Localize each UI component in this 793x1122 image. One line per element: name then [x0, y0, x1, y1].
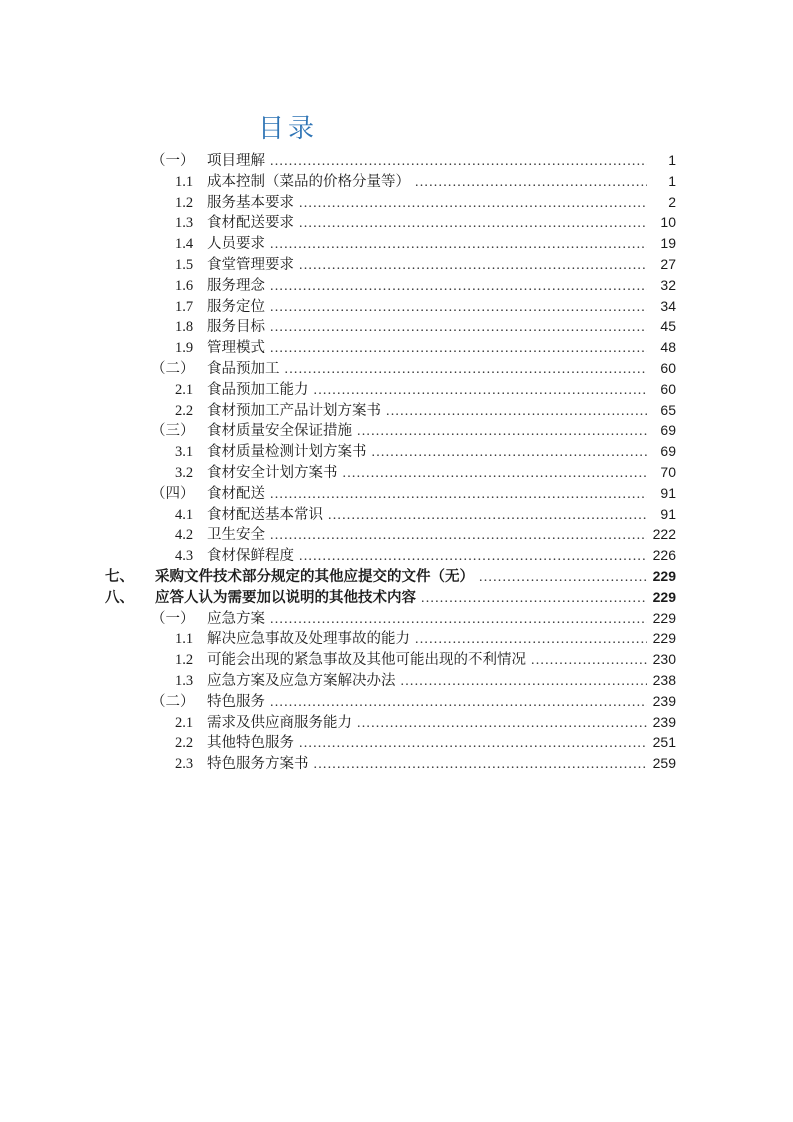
- toc-entry[interactable]: [105, 483, 676, 504]
- toc-entry-page: 2: [668, 193, 676, 210]
- toc-entry-page: 34: [660, 297, 676, 314]
- toc-entry-title: 可能会出现的紧急事故及其他可能出现的不利情况: [207, 652, 526, 669]
- toc-leader-dots: [343, 464, 648, 485]
- toc-entry[interactable]: [105, 316, 676, 337]
- toc-entry[interactable]: [105, 649, 676, 670]
- toc-entry-title: 食品预加工: [207, 360, 280, 377]
- toc-entry[interactable]: [105, 192, 676, 213]
- toc-leader-dots: [270, 277, 647, 298]
- toc-entry-number: 3.1: [175, 444, 194, 461]
- toc-entry-title: 管理模式: [207, 340, 265, 357]
- toc-leader-dots: [299, 256, 647, 277]
- toc-entry[interactable]: [105, 150, 676, 171]
- toc-entry-number: （三）: [151, 423, 195, 440]
- toc-entry-number: 1.3: [175, 215, 194, 232]
- toc-entry-number: 2.2: [175, 735, 194, 752]
- toc-entry-title: 食堂管理要求: [207, 256, 294, 273]
- toc-entry-number: 4.1: [175, 506, 194, 523]
- toc-leader-dots: [357, 422, 647, 443]
- toc-entry-page: 229: [652, 630, 676, 647]
- toc-leader-dots: [421, 589, 647, 610]
- toc-leader-dots: [270, 693, 647, 714]
- toc-entry-title: 应急方案: [207, 610, 265, 627]
- toc-entry-title: 食材安全计划方案书: [207, 464, 338, 481]
- toc-entry-page: 70: [660, 463, 676, 480]
- toc-leader-dots: [270, 298, 647, 319]
- toc-entry-page: 91: [660, 505, 676, 522]
- toc-entry-page: 239: [652, 692, 676, 709]
- toc-entry[interactable]: [105, 545, 676, 566]
- toc-leader-dots: [314, 755, 648, 776]
- toc-leader-dots: [372, 443, 648, 464]
- toc-leader-dots: [270, 318, 647, 339]
- toc-entry-page: 229: [652, 567, 676, 584]
- toc-entry-page: 226: [652, 547, 676, 564]
- toc-entry-title: 成本控制（菜品的价格分量等）: [207, 173, 410, 190]
- toc-entry-title: 采购文件技术部分规定的其他应提交的文件（无）: [155, 568, 474, 585]
- toc-entry-page: 230: [652, 651, 676, 668]
- toc-entry[interactable]: [105, 379, 676, 400]
- toc-entry-page: 69: [660, 443, 676, 460]
- toc-leader-dots: [531, 651, 647, 672]
- toc-entry[interactable]: [105, 732, 676, 753]
- toc-entry-number: 1.6: [175, 277, 194, 294]
- toc-entry-number: 1.1: [175, 173, 194, 190]
- toc-entry-page: 27: [660, 255, 676, 272]
- toc-entry[interactable]: [105, 753, 676, 774]
- toc-entry[interactable]: [105, 566, 676, 587]
- toc-entry-title: 服务理念: [207, 277, 265, 294]
- toc-entry-title: 卫生安全: [207, 527, 265, 544]
- toc-entry[interactable]: [105, 275, 676, 296]
- toc-leader-dots: [299, 194, 647, 215]
- toc-entry-number: 1.7: [175, 298, 194, 315]
- toc-entry-title: 服务基本要求: [207, 194, 294, 211]
- toc-entry-number: 4.3: [175, 548, 194, 565]
- toc-entry-title: 应急方案及应急方案解决办法: [207, 672, 396, 689]
- toc-entry-page: 48: [660, 339, 676, 356]
- toc-entry-number: （二）: [151, 693, 195, 710]
- toc-leader-dots: [299, 734, 647, 755]
- toc-entry[interactable]: [105, 691, 676, 712]
- toc-entry[interactable]: [105, 608, 676, 629]
- toc-leader-dots: [270, 610, 647, 631]
- toc-entry-title: 食材配送: [207, 485, 265, 502]
- toc-entry[interactable]: [105, 670, 676, 691]
- toc-leader-dots: [299, 214, 647, 235]
- toc-entry[interactable]: [105, 337, 676, 358]
- toc-entry-number: 1.5: [175, 256, 194, 273]
- toc-entry-title: 项目理解: [207, 153, 265, 169]
- toc-entry-page: 60: [660, 359, 676, 376]
- toc-entry-page: 32: [660, 276, 676, 293]
- toc-entry-page: 65: [660, 401, 676, 418]
- toc-entry[interactable]: [105, 712, 676, 733]
- toc-entry-number: 1.8: [175, 319, 194, 336]
- toc-entry-page: 1: [668, 172, 676, 189]
- toc-leader-dots: [479, 568, 647, 589]
- toc-entry-title: 食材保鲜程度: [207, 548, 294, 565]
- toc-entry-title: 食材质量安全保证措施: [207, 423, 352, 440]
- toc-entry-page: 239: [652, 713, 676, 730]
- toc-entry[interactable]: [105, 212, 676, 233]
- toc-entry[interactable]: [105, 504, 676, 525]
- toc-leader-dots: [386, 402, 647, 423]
- toc-entry-title: 其他特色服务: [207, 735, 294, 752]
- toc-entry-number: 1.1: [175, 631, 194, 648]
- toc-entry-title: 特色服务方案书: [207, 756, 309, 773]
- toc-entry-title: 应答人认为需要加以说明的其他技术内容: [155, 589, 416, 606]
- toc-leader-dots: [415, 630, 647, 651]
- toc-leader-dots: [415, 173, 647, 194]
- toc-entry-title: 解决应急事故及处理事故的能力: [207, 631, 410, 648]
- toc-entry-page: 251: [652, 734, 676, 751]
- toc-leader-dots: [270, 526, 647, 547]
- toc-entry[interactable]: [105, 400, 676, 421]
- toc-entry-title: 需求及供应商服务能力: [207, 714, 352, 731]
- toc-entry-title: 食材预加工产品计划方案书: [207, 402, 381, 419]
- toc-entry[interactable]: [105, 628, 676, 649]
- toc-entry-page: 1: [668, 152, 676, 168]
- toc-entry-page: 229: [652, 609, 676, 626]
- toc-leader-dots: [270, 235, 647, 256]
- toc-entry-number: 2.1: [175, 381, 194, 398]
- toc-entry-number: （一）: [151, 153, 195, 169]
- toc-entry[interactable]: [105, 524, 676, 545]
- toc-leader-dots: [401, 672, 648, 693]
- toc-entry-page: 222: [652, 526, 676, 543]
- toc-entry-number: 2.3: [175, 756, 194, 773]
- toc-entry-title: 食材配送基本常识: [207, 506, 323, 523]
- toc-entry-number: 1.2: [175, 194, 194, 211]
- toc-entry-page: 45: [660, 318, 676, 335]
- toc-entry-title: 食品预加工能力: [207, 381, 309, 398]
- toc-entry-title: 服务目标: [207, 319, 265, 336]
- toc-entry-number: （四）: [151, 485, 195, 502]
- toc-entry-number: 1.9: [175, 340, 194, 357]
- toc-entry-number: 八、: [105, 589, 134, 606]
- toc-entry-page: 19: [660, 235, 676, 252]
- toc-entry-page: 10: [660, 214, 676, 231]
- toc-leader-dots: [299, 547, 647, 568]
- toc-entry[interactable]: [105, 587, 676, 608]
- toc-entry[interactable]: [105, 254, 676, 275]
- toc-leader-dots: [270, 339, 647, 360]
- toc-entry-title: 特色服务: [207, 693, 265, 710]
- toc-leader-dots: [270, 485, 647, 506]
- toc-entry-number: 七、: [105, 568, 134, 585]
- toc-entry[interactable]: [105, 358, 676, 379]
- toc-entry[interactable]: [105, 462, 676, 483]
- toc-entry[interactable]: [105, 233, 676, 254]
- toc-entry-number: 1.4: [175, 236, 194, 253]
- toc-entry[interactable]: [105, 171, 676, 192]
- toc-entry-page: 238: [652, 671, 676, 688]
- toc-entry-number: （二）: [151, 360, 195, 377]
- toc-entry-page: 229: [652, 588, 676, 605]
- toc-entry-number: 1.2: [175, 652, 194, 669]
- toc-leader-dots: [285, 360, 648, 381]
- page-title: 目录: [258, 114, 319, 143]
- toc-entry-title: 服务定位: [207, 298, 265, 315]
- toc-leader-dots: [270, 152, 647, 173]
- toc-leader-dots: [328, 506, 647, 527]
- toc-entry-number: 1.3: [175, 672, 194, 689]
- toc-entry-number: 2.1: [175, 714, 194, 731]
- table-of-contents: [105, 150, 676, 774]
- toc-entry-number: 2.2: [175, 402, 194, 419]
- toc-entry[interactable]: [105, 420, 676, 441]
- toc-leader-dots: [357, 714, 647, 735]
- toc-entry-number: 3.2: [175, 464, 194, 481]
- toc-entry-page: 259: [652, 755, 676, 772]
- toc-entry[interactable]: [105, 296, 676, 317]
- toc-entry[interactable]: [105, 441, 676, 462]
- toc-entry-page: 91: [660, 484, 676, 501]
- toc-entry-title: 食材质量检测计划方案书: [207, 444, 367, 461]
- toc-entry-title: 人员要求: [207, 236, 265, 253]
- toc-entry-number: （一）: [151, 610, 195, 627]
- toc-leader-dots: [314, 381, 648, 402]
- toc-entry-page: 60: [660, 380, 676, 397]
- toc-entry-number: 4.2: [175, 527, 194, 544]
- toc-entry-title: 食材配送要求: [207, 215, 294, 232]
- toc-entry-page: 69: [660, 422, 676, 439]
